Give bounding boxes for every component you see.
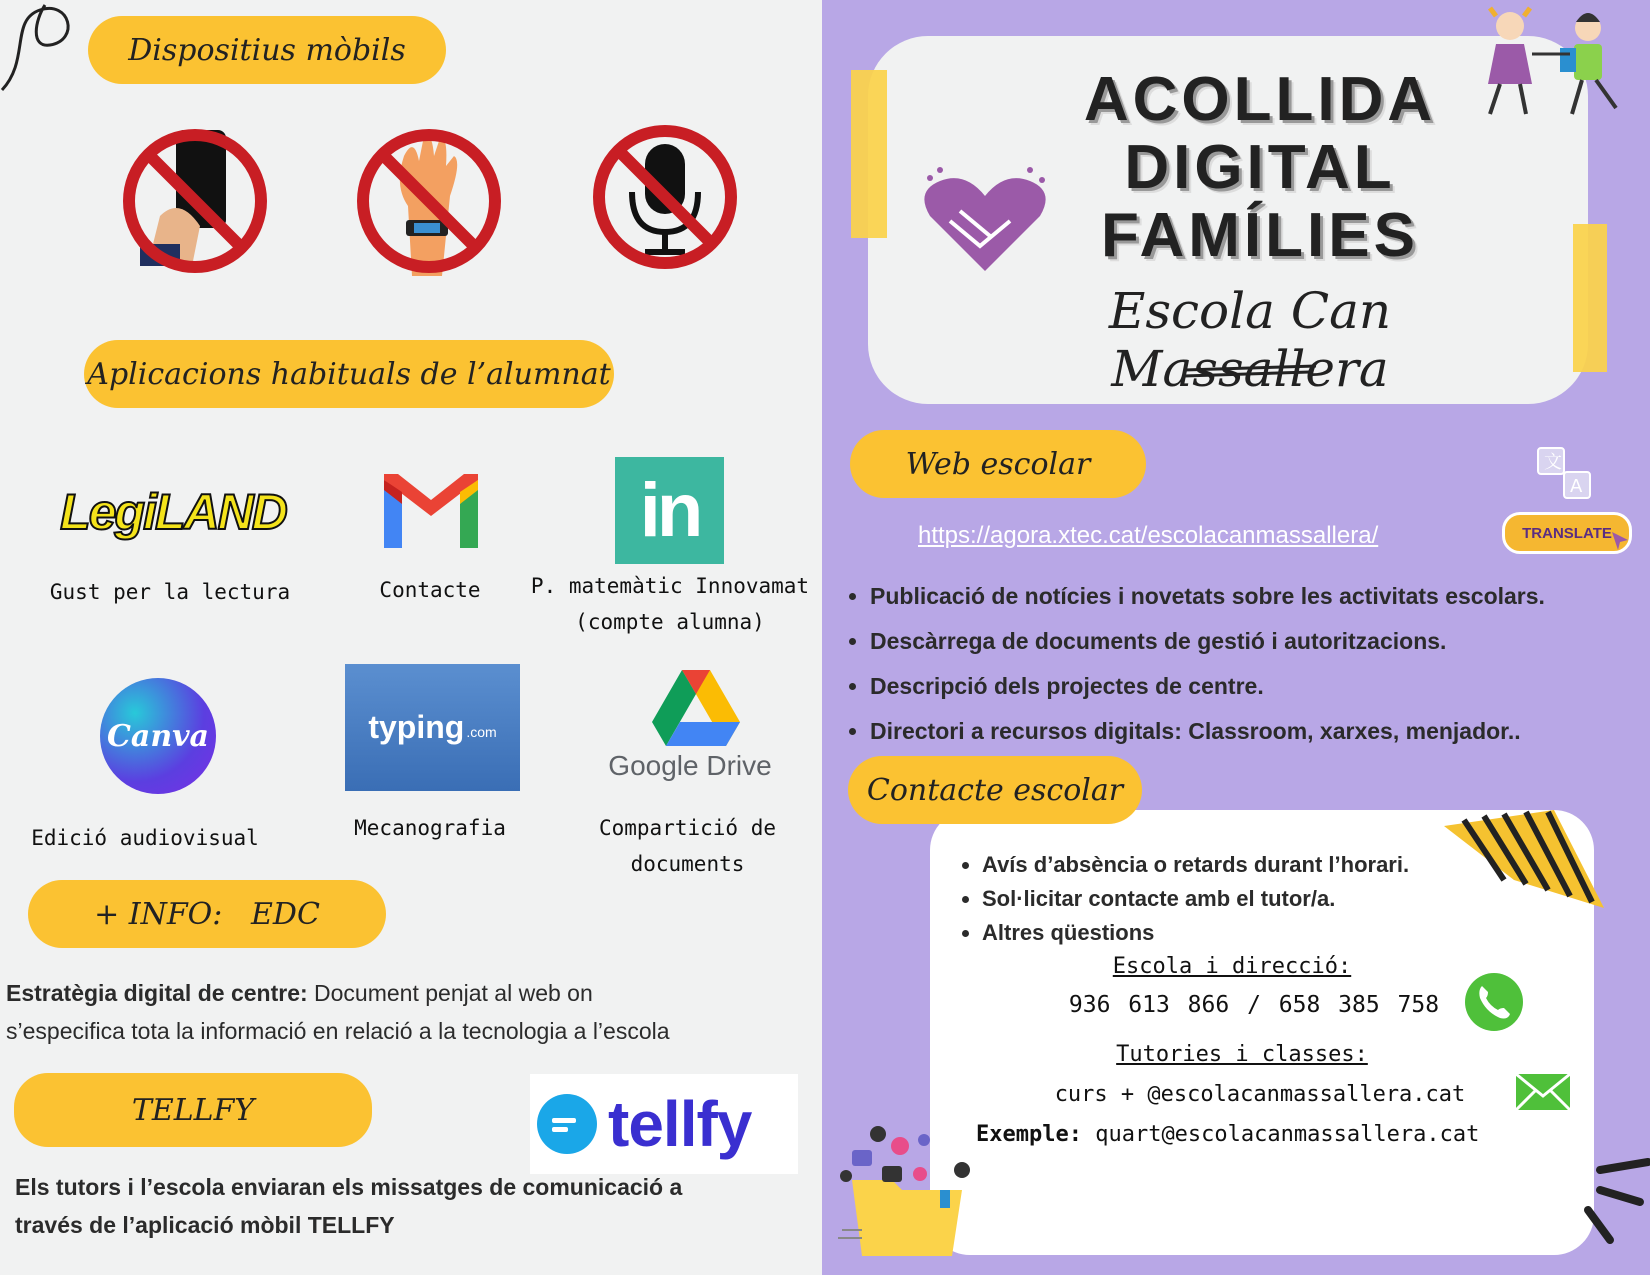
typing-caption: Mecanografia [354, 816, 506, 840]
no-microphone-icon [590, 122, 740, 272]
edc-text-2: s’especifica tota la informació en relació a la tecnologia a l’escola [6, 1018, 670, 1044]
typing-logo-text: typing [368, 709, 465, 745]
school-website-link[interactable]: https://agora.xtec.cat/escolacanmassallera/ [918, 522, 1379, 549]
web-bullet-item: • Directori a recursos digitals: Classroom, xarxes, menjador.. [870, 709, 1650, 754]
translate-button-label: TRANSLATE [1522, 524, 1612, 542]
title-line-3: FAMÍLIES [1101, 201, 1419, 270]
school-phone: 936 613 866 / 658 385 758 [1068, 992, 1440, 1018]
innovamat-caption-line1: P. matemàtic Innovamat [530, 574, 810, 598]
svg-text:A: A [1570, 476, 1583, 497]
innovamat-logo [615, 457, 724, 564]
tape-decoration-left [851, 70, 887, 238]
corner-strokes-decoration [1580, 1150, 1650, 1250]
section-mobile-title: Dispositius mòbils [128, 32, 406, 68]
contact-bullet-item: • Avís d’absència o retards durant l’horari. [982, 848, 1542, 882]
example-line [976, 1122, 1576, 1147]
gmail-icon [378, 470, 484, 552]
tellfy-text-2: través de l’aplicació mòbil TELLFY [15, 1212, 395, 1238]
no-smartwatch-icon [354, 126, 504, 276]
section-apps-title: Aplicacions habituals de l’alumnat [87, 356, 611, 392]
section-info-pill [28, 880, 386, 948]
tellfy-paragraph [15, 1168, 815, 1244]
web-bullet-item: • Descripció dels projectes de centre. [870, 664, 1650, 709]
canva-logo [100, 678, 216, 794]
tellfy-text-1: Els tutors i l’escola enviaran els missatges de comunicació a [15, 1174, 683, 1200]
tutors-heading: Tutories i classes: [1116, 1042, 1368, 1067]
no-phone-icon [120, 126, 270, 276]
school-heading: Escola i direcció: [1112, 954, 1352, 979]
title-line-2: DIGITAL [1124, 133, 1396, 202]
gmail-caption: Contacte [379, 578, 481, 602]
tellfy-chat-icon [536, 1093, 598, 1155]
contact-bullet-item: • Sol·licitar contacte amb el tutor/a. [982, 882, 1542, 916]
section-tellfy-title: TELLFY [131, 1092, 255, 1128]
example-label: Exemple: [976, 1122, 1082, 1147]
title-line-1: ACOLLIDA [1083, 65, 1437, 134]
canva-logo-text: Canva [107, 718, 209, 754]
phone-icon [1464, 972, 1524, 1032]
google-drive-logo-text: Google Drive [608, 750, 772, 781]
innovamat-logo-text: in [639, 467, 700, 553]
school-subtitle: Escola Can Massallera [1108, 282, 1392, 398]
innovamat-caption-line2: (compte alumna) [575, 610, 765, 634]
cursor-pointer-icon [1610, 530, 1632, 552]
drive-caption-line1: Compartició de [598, 816, 776, 840]
edc-bold-label: Estratègia digital de centre: [6, 980, 308, 1006]
section-web-pill [850, 430, 1146, 498]
kids-jumping-illustration [1460, 4, 1640, 124]
tutors-email: curs + @escolacanmassallera.cat [1054, 1082, 1466, 1107]
legiland-logo-text: LegiLAND [60, 484, 286, 540]
social-media-folder-illustration [832, 1120, 982, 1260]
edc-text-1: Document penjat al web on [307, 980, 593, 1006]
legiland-caption: Gust per la lectura [49, 580, 291, 604]
web-bullet-item: • Publicació de notícies i novetats sobre les activitats escolars. [870, 574, 1650, 619]
tellfy-logo-text: tellfy [608, 1088, 752, 1160]
web-bullet-list [842, 574, 1650, 754]
mail-icon [1514, 1072, 1572, 1112]
example-email: quart@escolacanmassallera.cat [1081, 1122, 1480, 1147]
section-mobile-pill [88, 16, 446, 84]
svg-text:文: 文 [1544, 452, 1562, 473]
tape-decoration-right [1573, 224, 1607, 372]
underline-scribble-icon [1180, 362, 1320, 382]
section-contact-pill [848, 756, 1142, 824]
typing-logo [345, 664, 520, 791]
section-web-title: Web escolar [905, 446, 1091, 482]
tellfy-logo [530, 1074, 798, 1174]
swirl-decoration-icon [0, 0, 80, 100]
section-apps-pill [84, 340, 614, 408]
edc-paragraph [6, 974, 806, 1050]
section-info-title: + INFO: EDC [94, 896, 320, 932]
contact-bullet-item: • Altres qüestions [982, 916, 1542, 950]
legiland-logo [62, 472, 284, 552]
section-tellfy-pill [14, 1073, 372, 1147]
canva-caption: Edició audiovisual [31, 826, 259, 850]
section-contact-title: Contacte escolar [866, 772, 1124, 808]
translate-icon [1534, 444, 1596, 504]
web-bullet-item: • Descàrrega de documents de gestió i autoritzacions. [870, 619, 1650, 664]
contact-bullet-list [954, 848, 1542, 950]
typing-logo-suffix: .com [466, 723, 497, 740]
google-drive-icon [652, 670, 740, 746]
drive-caption-line2: documents [630, 852, 745, 876]
